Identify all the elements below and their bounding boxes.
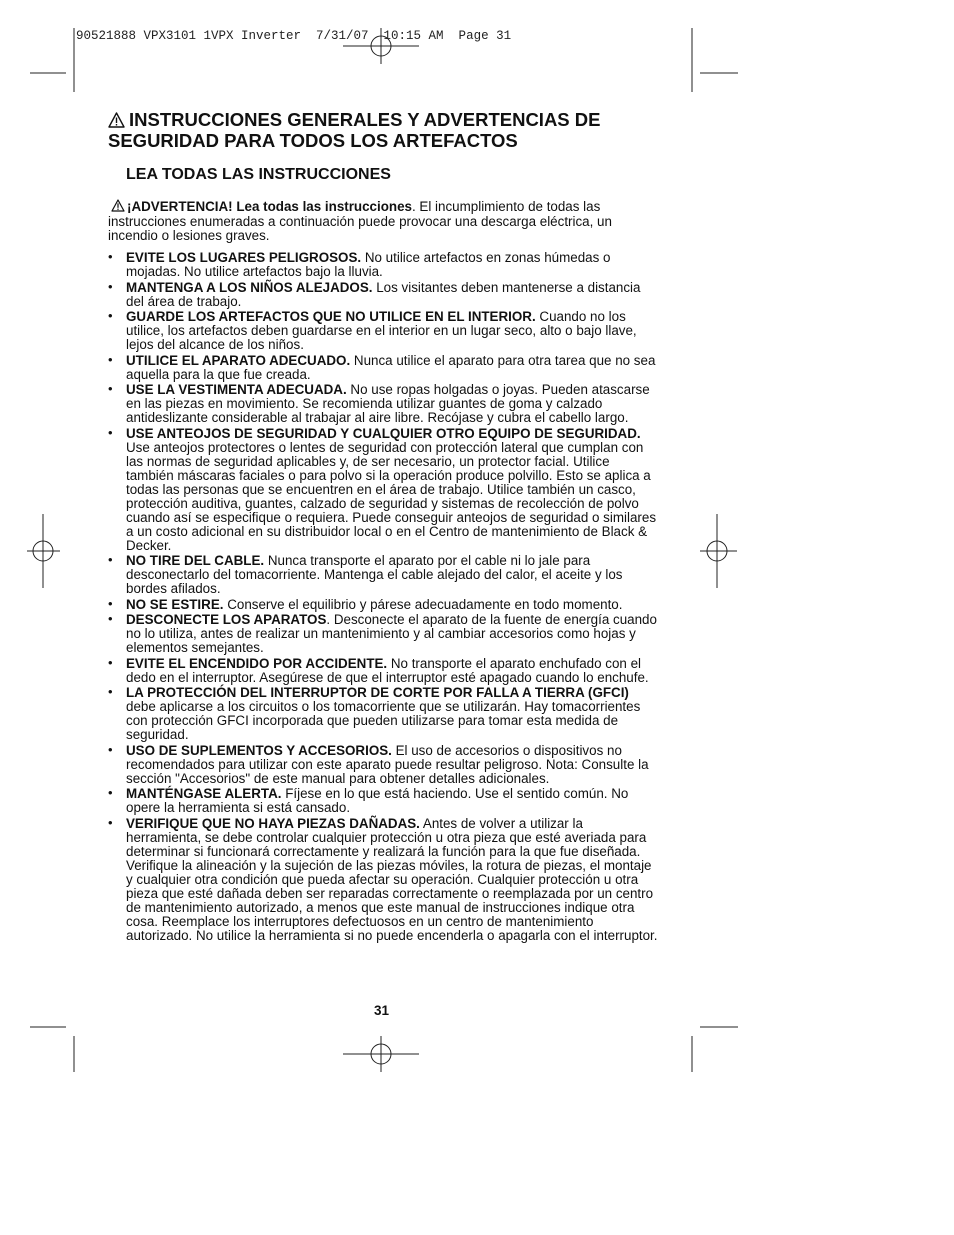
section-subtitle: LEA TODAS LAS INSTRUCCIONES — [126, 166, 391, 183]
list-item: • GUARDE LOS ARTEFACTOS QUE NO UTILICE EN EL INTERIOR. Cuando no los utilice, los artefactos deben guardarse en el interior en un lugar seco, alto o bajo llave, lejos del alcance de los niños. — [108, 308, 637, 352]
list-item: • DESCONECTE LOS APARATOS. Desconecte el aparato de la fuente de energía cuando no lo utiliza, antes de realizar un mantenimiento y al cambiar accesorios como hojas y elementos semejantes. — [108, 611, 657, 655]
list-item: • USE ANTEOJOS DE SEGURIDAD Y CUALQUIER OTRO EQUIPO DE SEGURIDAD. Use anteojos protectores o lentes de seguridad con protección lateral que cumplan con las normas de seguridad aplicables y, de ser necesario, un protector facial. Utilice también máscaras faciales o para polvo si la operación produce polvillo. Esto se aplica a todas las personas que se encuentren en el área de trabajo. Utilice también un casco, protección auditiva, guantes, calzado de seguridad y sistemas de recolección de polvo cuando así se especifique o requiera. Puede conseguir anteojos de seguridad o similares a un costo adicional en su distribuidor local o en el Centro de mantenimiento de Black & Decker. — [108, 424, 657, 553]
warning-intro — [108, 199, 660, 243]
list-item: • MANTENGA A LOS NIÑOS ALEJADOS. Los visitantes deben mantenerse a distancia del área de trabajo. — [108, 278, 641, 309]
registration-mark-icon — [27, 514, 60, 588]
warning-intro-lead: ¡ADVERTENCIA! Lea todas las instrucciones — [127, 199, 412, 214]
page-title — [108, 110, 660, 150]
page-content — [108, 110, 660, 944]
list-item: • NO SE ESTIRE. Conserve el equilibrio y párese adecuadamente en todo momento. — [108, 595, 623, 612]
print-slug: 90521888 VPX3101 1VPX Inverter 7/31/07 10:15 AM Page 31 — [76, 29, 512, 43]
list-item: • EVITE EL ENCENDIDO POR ACCIDENTE. No transporte el aparato enchufado con el dedo en el interruptor. Asegúrese de que el interruptor esté apagado cuando lo enchufe. — [108, 654, 649, 685]
title-line-2: SEGURIDAD PARA TODOS LOS ARTEFACTOS — [108, 130, 518, 151]
list-item: • UTILICE EL APARATO ADECUADO. Nunca utilice el aparato para otra tarea que no sea aquella para la que fue creada. — [108, 351, 656, 382]
warning-triangle-icon — [111, 199, 125, 215]
list-item: • USO DE SUPLEMENTOS Y ACCESORIOS. El uso de accesorios o dispositivos no recomendados para utilizar con este aparato puede resultar peligroso. Nota: Consulte la sección "Accesorios" de este manual para obtener detalles adicionales. — [108, 741, 649, 786]
list-item: • EVITE LOS LUGARES PELIGROSOS. No utilice artefactos en zonas húmedas o mojadas. No utilice artefactos bajo la lluvia. — [108, 249, 611, 279]
page-number: 31 — [374, 1003, 390, 1018]
warning-triangle-icon — [108, 112, 125, 131]
list-item: • USE LA VESTIMENTA ADECUADA. No use ropas holgadas o joyas. Pueden atascarse en las piezas en movimiento. Se recomienda utilizar guantes de goma y calzado antideslizante considerable al trabajar al aire libre. Recójase y cubra el cabello largo. — [108, 381, 650, 425]
safety-list — [108, 251, 660, 943]
list-item: • VERIFIQUE QUE NO HAYA PIEZAS DAÑADAS. Antes de volver a utilizar la herramienta, se debe controlar cualquier protección u otra pieza que esté averiada para determinar si funcionará correctamente y realizará la función para la que fue diseñada. Verifique la alineación y la sujeción de las piezas móviles, la rotura de piezas, el montaje y cualquier otra condición que pueda afectar su operación. Cualquier protección u otra pieza que esté dañada deben ser reparadas correctamente o reemplazada por un centro de mantenimiento autorizado, a menos que este manual de instrucciones indique otra cosa. Reemplace los interruptores defectuosos en un centro de mantenimiento autorizado. No utilice la herramienta si no puede encenderla o apagarla con el interruptor. — [108, 814, 658, 943]
registration-mark-icon — [700, 514, 737, 588]
warning-intro-text: . El incumplimiento de todas las instrucciones enumeradas a continuación puede provocar una descarga eléctrica, un incendio o lesiones graves. — [108, 199, 612, 243]
list-item: • NO TIRE DEL CABLE. Nunca transporte el aparato por el cable ni lo jale para desconectarlo del tomacorriente. Mantenga el cable alejado del calor, el aceite y los bordes afilados. — [108, 552, 623, 596]
registration-mark-icon — [343, 1036, 419, 1072]
list-item: • MANTÉNGASE ALERTA. Fíjese en lo que está haciendo. Use el sentido común. No opere la herramienta si está cansado. — [108, 785, 629, 815]
list-item: • LA PROTECCIÓN DEL INTERRUPTOR DE CORTE POR FALLA A TIERRA (GFCI) debe aplicarse a los circuitos o los tomacorriente que se utilizarán. Hay tomacorrientes con protección GFCI incorporada que pueden utilizarse para tomar esta medida de seguridad. — [108, 684, 641, 742]
title-line-1: INSTRUCCIONES GENERALES Y ADVERTENCIAS DE — [129, 109, 601, 130]
